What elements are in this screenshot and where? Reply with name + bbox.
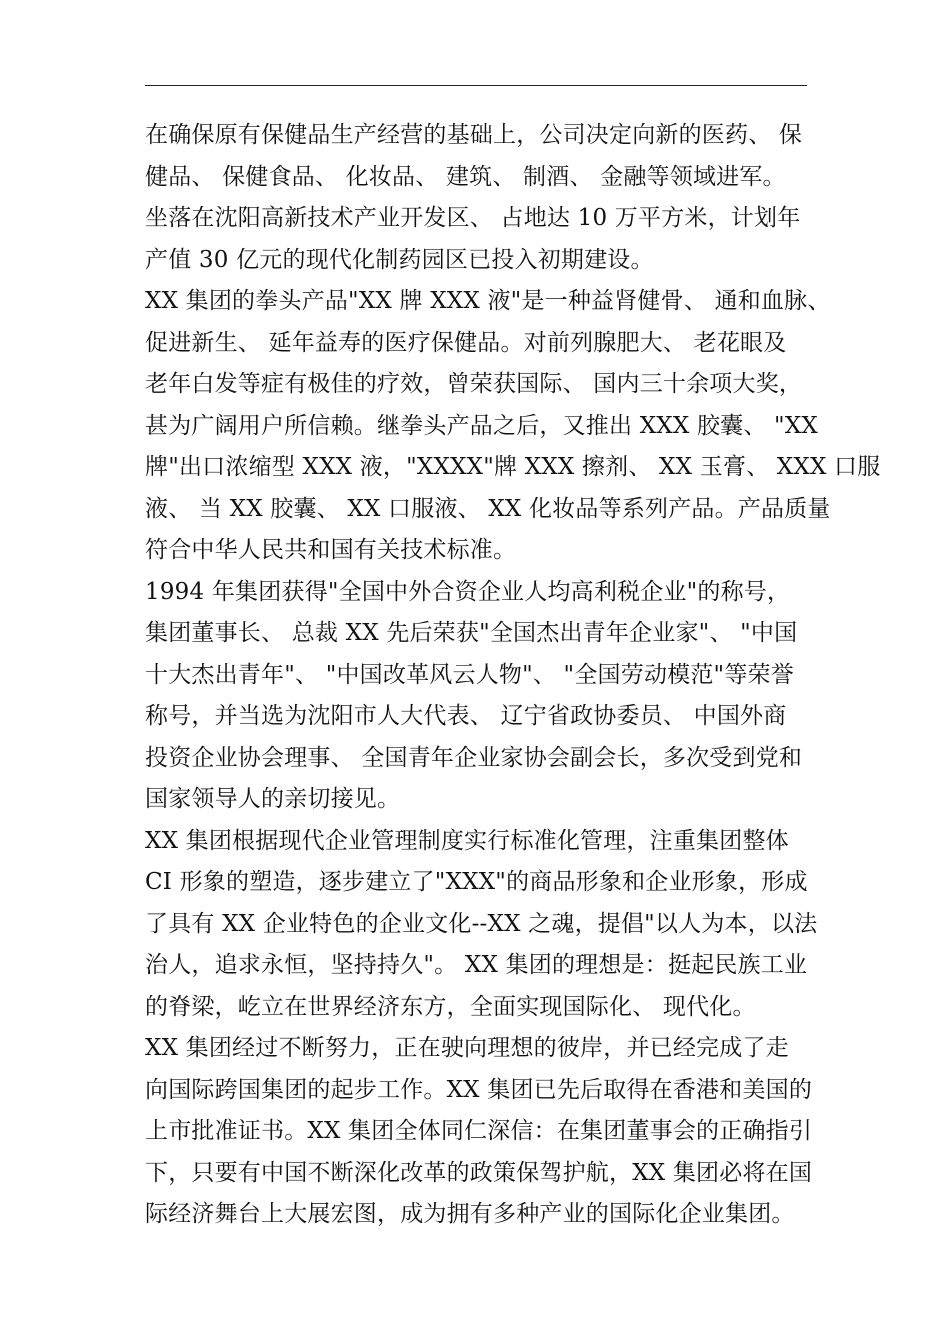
text-line: 甚为广阔用户所信赖。继拳头产品之后，又推出 XXX 胶囊、 "XX <box>145 412 818 439</box>
text-line: XX 集团根据现代企业管理制度实行标准化管理，注重集团整体 <box>145 827 789 854</box>
text-line: CI 形象的塑造，逐步建立了"XXX"的商品形象和企业形象，形成 <box>145 869 808 895</box>
text-line: 称号，并当选为沈阳市人大代表、 辽宁省政协委员、 中国外商 <box>145 703 787 729</box>
text-line: 国家领导人的亲切接见。 <box>145 786 401 812</box>
text-line: 治人，追求永恒，坚持持久"。 XX 集团的理想是：挺起民族工业 <box>145 952 808 978</box>
header-rule <box>145 85 807 86</box>
text-line: 向国际跨国集团的起步工作。XX 集团已先后取得在香港和美国的 <box>145 1076 813 1103</box>
text-line: 十大杰出青年"、 "中国改革风云人物"、 "全国劳动模范"等荣誉 <box>145 661 794 688</box>
text-line: 在确保原有保健品生产经营的基础上，公司决定向新的医药、 保 <box>145 122 803 148</box>
text-line: 老年白发等症有极佳的疗效，曾荣获国际、 国内三十余项大奖， <box>145 371 803 397</box>
text-line: 下，只要有中国不断深化改革的政策保驾护航，XX 集团必将在国 <box>145 1159 813 1186</box>
text-line: 际经济舞台上大展宏图，成为拥有多种产业的国际化企业集团。 <box>145 1201 795 1227</box>
text-line: 符合中华人民共和国有关技术标准。 <box>145 537 517 563</box>
text-line: 上市批准证书。XX 集团全体同仁深信：在集团董事会的正确指引 <box>145 1118 813 1144</box>
body-text <box>145 115 881 1236</box>
text-line: 的脊梁，屹立在世界经济东方，全面实现国际化、 现代化。 <box>145 993 756 1020</box>
text-line: 牌"出口浓缩型 XXX 液，"XXXX"牌 XXX 擦剂、 XX 玉膏、 XXX 口服 <box>145 454 881 480</box>
text-line: 坐落在沈阳高新技术产业开发区、 占地达 10 万平方米，计划年 <box>145 205 801 231</box>
text-line: 了具有 XX 企业特色的企业文化--XX 之魂，提倡"以人为本，以法 <box>145 910 818 937</box>
text-line: XX 集团的拳头产品"XX 牌 XXX 液"是一种益肾健骨、 通和血脉、 <box>145 288 831 314</box>
text-line: 促进新生、 延年益寿的医疗保健品。对前列腺肥大、 老花眼及 <box>145 329 787 356</box>
text-line: 健品、 保健食品、 化妆品、 建筑、 制酒、 金融等领域进军。 <box>145 163 786 190</box>
text-line: XX 集团经过不断努力，正在驶向理想的彼岸，并已经完成了走 <box>145 1035 789 1061</box>
text-line: 产值 30 亿元的现代化制药园区已投入初期建设。 <box>145 246 654 273</box>
text-line: 投资企业协会理事、 全国青年企业家协会副会长，多次受到党和 <box>145 744 803 771</box>
text-line: 集团董事长、 总裁 XX 先后荣获"全国杰出青年企业家"、 "中国 <box>145 620 798 646</box>
text-line: 1994 年集团获得"全国中外合资企业人均高利税企业"的称号， <box>145 578 791 605</box>
text-line: 液、 当 XX 胶囊、 XX 口服液、 XX 化妆品等系列产品。产品质量 <box>145 495 831 522</box>
